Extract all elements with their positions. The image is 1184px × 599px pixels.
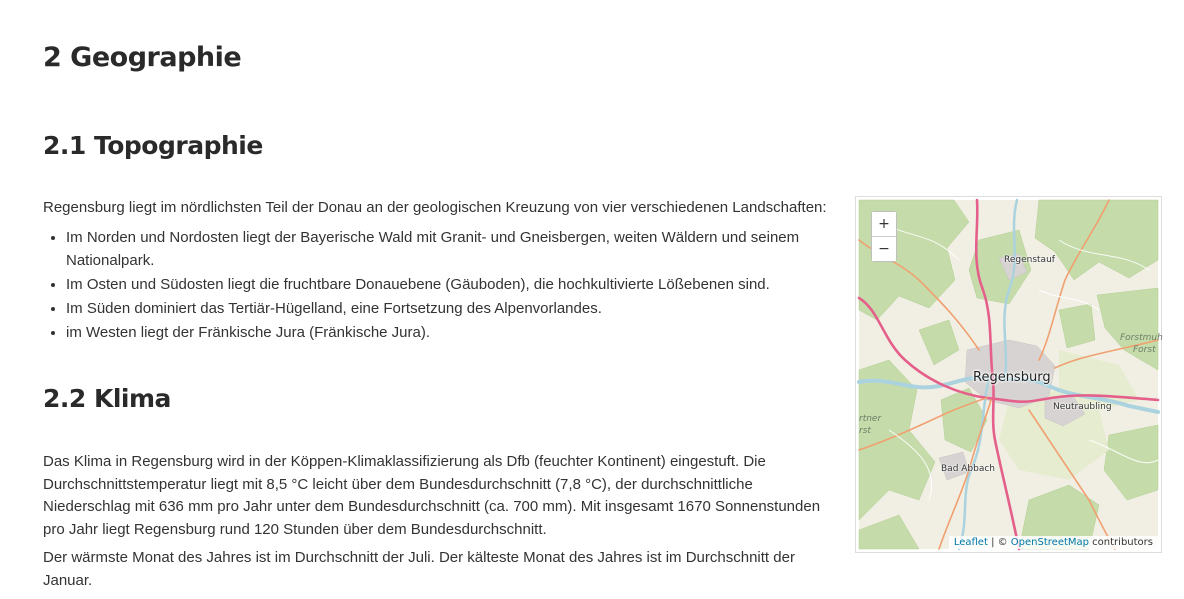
- place-label-edge-1: rtner: [859, 414, 882, 424]
- topographie-list: [43, 227, 826, 346]
- zoom-in-button[interactable]: +: [872, 212, 896, 236]
- place-label-regenstauf: Regenstauf: [1004, 255, 1055, 265]
- openstreetmap-link[interactable]: OpenStreetMap: [1010, 537, 1089, 548]
- section-heading-klima: 2.2 Klima: [43, 384, 171, 413]
- place-label-forst-1: Forstmuh: [1120, 333, 1163, 343]
- map-widget[interactable]: [855, 196, 1162, 553]
- map-tiles[interactable]: [859, 200, 1163, 549]
- section-heading-topographie: 2.1 Topographie: [43, 131, 263, 160]
- klima-paragraph-1: Das Klima in Regensburg wird in der Köppen-Klimaklassifizierung als Dfb (feuchter Kontinent) eingestuft. Die Durchschnittstemperatur liegt mit 8,5 °C leicht über dem Bundesdurchschnitt (7,8 °C), der durchschnittliche Niederschlag mit 636 mm pro Jahr unter dem Bundesdurchschnitt (ca. 700 mm). Mit insgesamt 1670 Sonnenstunden pro Jahr liegt Regensburg rund 120 Stunden über dem Bundesdurchschnitt.: [43, 453, 821, 538]
- place-label-regensburg: Regensburg: [973, 370, 1051, 385]
- leaflet-link[interactable]: Leaflet: [953, 537, 988, 548]
- klima-paragraph-2: Der wärmste Monat des Jahres ist im Durchschnitt der Juli. Der kälteste Monat des Jahres ist im Durchschnitt der Januar.: [43, 549, 795, 589]
- zoom-control: [871, 211, 897, 262]
- map-attribution: [949, 536, 1158, 549]
- attribution-suffix: contributors: [1089, 537, 1153, 548]
- place-label-forst-2: Forst: [1133, 345, 1156, 355]
- attribution-separator: | ©: [987, 537, 1011, 548]
- topographie-intro: Regensburg liegt im nördlichsten Teil der Donau an der geologischen Kreuzung von vier verschiedenen Landschaften:: [43, 199, 827, 216]
- place-label-bad-abbach: Bad Abbach: [941, 464, 996, 474]
- list-item: • im Westen liegt der Fränkische Jura (Fränkische Jura).: [66, 322, 826, 345]
- list-item: • Im Osten und Südosten liegt die fruchtbare Donauebene (Gäuboden), die hochkultivierte Lößebenen sind.: [66, 274, 826, 297]
- list-item: • Im Süden dominiert das Tertiär-Hügelland, eine Fortsetzung des Alpenvorlandes.: [66, 298, 826, 321]
- list-item: • Im Norden und Nordosten liegt der Bayerische Wald mit Granit- und Gneisbergen, weiten Wäldern und seinem Nationalpark.: [66, 227, 826, 272]
- section-heading-geographie: 2 Geographie: [43, 42, 242, 73]
- zoom-out-button[interactable]: −: [872, 236, 896, 261]
- place-label-edge-2: rst: [859, 426, 871, 436]
- place-label-neutraubling: Neutraubling: [1053, 402, 1112, 412]
